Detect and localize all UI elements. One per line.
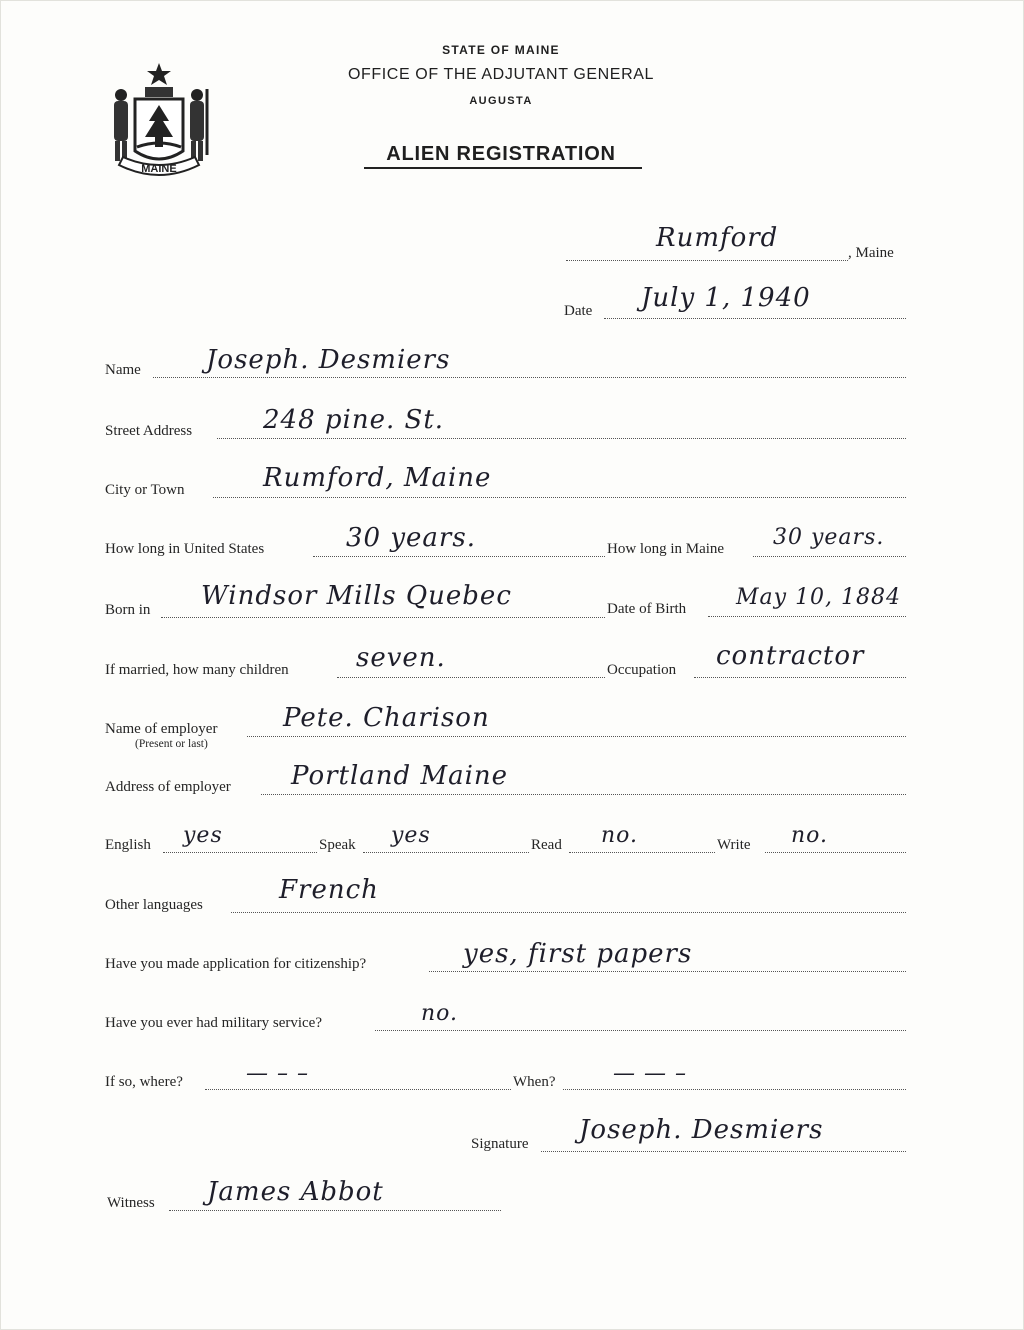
date-line (604, 318, 906, 319)
occupation-entry: contractor (716, 641, 865, 671)
witness-entry: James Abbot (207, 1177, 384, 1207)
born-in-line (161, 617, 605, 618)
write-label: Write (717, 837, 751, 853)
employer-address-line (261, 794, 906, 795)
street-line (217, 438, 906, 439)
speak-entry: yes (391, 823, 431, 848)
dob-line (708, 616, 906, 617)
city-town-line (213, 497, 906, 498)
us-years-line (313, 556, 605, 557)
english-line (163, 852, 317, 853)
citizenship-line (429, 971, 906, 972)
maine-years-label: How long in Maine (607, 541, 725, 557)
citizenship-label: Have you made application for citizenship? (105, 956, 367, 972)
date-label: Date (564, 303, 593, 319)
military-entry: no. (421, 1001, 459, 1026)
state-seal-icon (105, 59, 213, 183)
date-entry: July 1, 1940 (641, 283, 811, 313)
military-label: Have you ever had military service? (105, 1015, 322, 1031)
form-title: ALIEN REGISTRATION (386, 143, 616, 165)
occupation-label: Occupation (607, 662, 677, 678)
office-heading: OFFICE OF THE ADJUTANT GENERAL (347, 66, 655, 83)
state-heading: STATE OF MAINE (442, 43, 560, 57)
english-label: English (105, 837, 151, 853)
read-line (569, 852, 715, 853)
speak-line (363, 852, 529, 853)
name-entry: Joseph. Desmiers (206, 345, 451, 375)
signature-entry: Joseph. Desmiers (579, 1115, 824, 1145)
speak-label: Speak (319, 837, 356, 853)
born-in-label: Born in (105, 602, 151, 618)
other-languages-line (231, 912, 906, 913)
born-in-entry: Windsor Mills Quebec (201, 581, 512, 611)
signature-label: Signature (471, 1136, 529, 1152)
witness-label: Witness (107, 1195, 155, 1211)
where-entry: — – – (246, 1061, 309, 1086)
english-entry: yes (183, 823, 223, 848)
name-line (153, 377, 906, 378)
employer-label: Name of employer (105, 721, 218, 737)
maine-years-entry: 30 years. (773, 525, 885, 550)
witness-line (169, 1210, 501, 1211)
read-entry: no. (601, 823, 639, 848)
children-entry: seven. (356, 643, 446, 673)
where-label: If so, where? (105, 1074, 183, 1090)
military-line (375, 1030, 906, 1031)
occupation-line (694, 677, 906, 678)
other-languages-label: Other languages (105, 897, 203, 913)
employer-entry: Pete. Charison (283, 703, 490, 733)
when-label: When? (513, 1074, 556, 1090)
name-label: Name (105, 362, 141, 378)
when-line (563, 1089, 906, 1090)
other-languages-entry: French (279, 875, 379, 905)
street-label: Street Address (105, 423, 193, 439)
where-line (205, 1089, 511, 1090)
dob-label: Date of Birth (607, 601, 687, 617)
title-underline (364, 167, 642, 169)
read-label: Read (531, 837, 562, 853)
street-entry: 248 pine. St. (263, 405, 445, 435)
children-line (337, 677, 605, 678)
town-line (566, 260, 848, 261)
when-entry: — — – (613, 1061, 687, 1086)
write-line (765, 852, 906, 853)
write-entry: no. (791, 823, 829, 848)
city-heading: AUGUSTA (469, 95, 533, 107)
us-years-label: How long in United States (105, 541, 265, 557)
signature-line (541, 1151, 906, 1152)
dob-entry: May 10, 1884 (736, 585, 902, 610)
us-years-entry: 30 years. (346, 523, 476, 553)
employer-address-entry: Portland Maine (291, 761, 509, 791)
employer-address-label: Address of employer (105, 779, 231, 795)
children-label: If married, how many children (105, 662, 289, 678)
seal-text: MAINE (141, 163, 177, 175)
citizenship-entry: yes, first papers (463, 939, 693, 969)
employer-line (247, 736, 906, 737)
city-town-label: City or Town (105, 482, 185, 498)
maine-suffix-label: , Maine (848, 245, 894, 261)
town-entry: Rumford (656, 223, 779, 253)
city-town-entry: Rumford, Maine (263, 463, 492, 493)
maine-years-line (753, 556, 906, 557)
employer-note: (Present or last) (135, 738, 208, 750)
